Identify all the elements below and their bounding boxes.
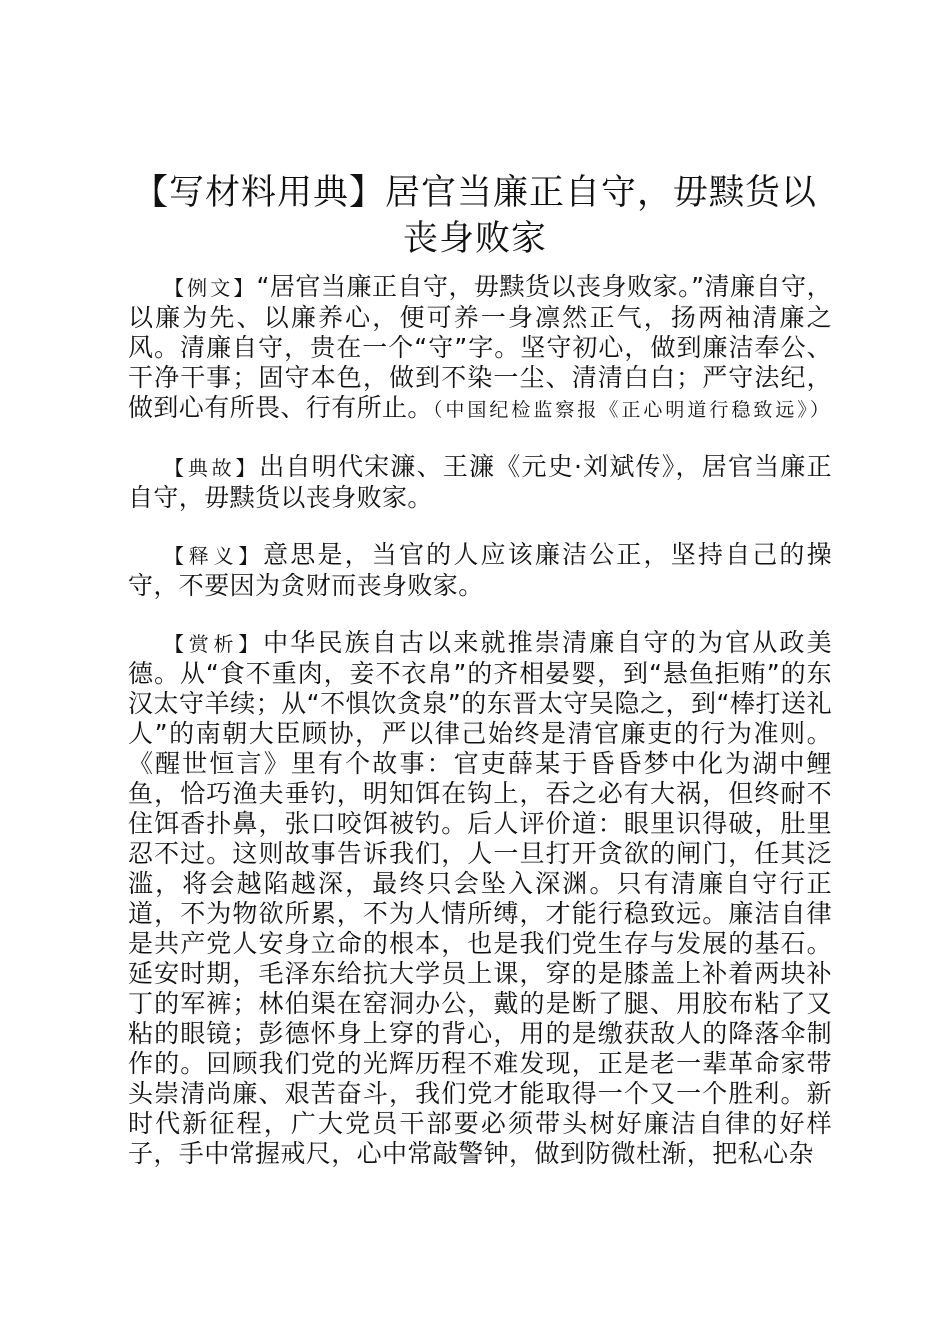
analysis-paragraph bbox=[128, 628, 832, 1169]
document-body bbox=[128, 272, 832, 1196]
meaning-tag: 【释义】 bbox=[164, 544, 264, 568]
meaning-text: 意思是，当官的人应该廉洁公正，坚持自己的操守，不要因为贪财而丧身败家。 bbox=[128, 540, 833, 600]
meaning-paragraph bbox=[128, 540, 832, 601]
analysis-tag: 【赏析】 bbox=[164, 632, 264, 656]
allusion-paragraph bbox=[128, 452, 832, 513]
example-tag: 【例文】 bbox=[164, 276, 257, 300]
analysis-text: 中华民族自古以来就推崇清廉自守的为官从政美德。从“食不重肉，妾不衣帛”的齐相晏婴，到“悬鱼拒贿”的东汉太守羊续；从“不惧饮贪泉”的东晋太守吴隐之，到“棒打送礼人”的南朝大臣顾协，严以律己始终是清官廉吏的行为准则。《醒世恒言》里有个故事：官吏薛某于昏昏梦中化为湖中鲤鱼，恰巧渔夫垂钓，明知饵在钩上，吞之必有大祸，但终耐不住饵香扑鼻，张口咬饵被钓。后人评价道：眼里识得破，肚里忍不过。这则故事告诉我们，人一旦打开贪欲的闸门，任其泛滥，将会越陷越深，最终只会坠入深渊。只有清廉自守行正道，不为物欲所累，不为人情所缚，才能行稳致远。廉洁自律是共产党人安身立命的根本，也是我们党生存与发展的基石。延安时期，毛泽东给抗大学员上课，穿的是膝盖上补着两块补丁的军裤；林伯渠在窑洞办公，戴的是断了腿、用胶布粘了又粘的眼镜；彭德怀身上穿的背心，用的是缴获敌人的降落伞制作的。回顾我们党的光辉历程不难发现，正是老一辈革命家带头崇清尚廉、艰苦奋斗，我们党才能取得一个又一个胜利。新时代新征程，广大党员干部要必须带头树好廉洁自律的好样子，手中常握戒尺，心中常敲警钟，做到防微杜渐，把私心杂 bbox=[128, 628, 833, 1168]
example-source: （中国纪检监察报《正心明道行稳致远》） bbox=[432, 399, 832, 421]
allusion-tag: 【典故】 bbox=[164, 456, 260, 480]
example-paragraph bbox=[128, 272, 832, 425]
example-text: “居官当廉正自守，毋黩货以丧身败家。”清廉自守，以廉为先、以廉养心，便可养一身凛然正气，扬两袖清廉之风。清廉自守，贵在一个“守”字。坚守初心，做到廉洁奉公、干净干事；固守本色，做到不染一尘、清清白白；严守法纪，做到心有所畏、行有所止。 bbox=[128, 272, 833, 422]
document-title: 【写材料用典】居官当廉正自守，毋黩货以丧身败家 bbox=[132, 173, 817, 259]
allusion-text: 出自明代宋濂、王濂《元史·刘斌传》，居官当廉正自守，毋黩货以丧身败家。 bbox=[128, 452, 833, 512]
